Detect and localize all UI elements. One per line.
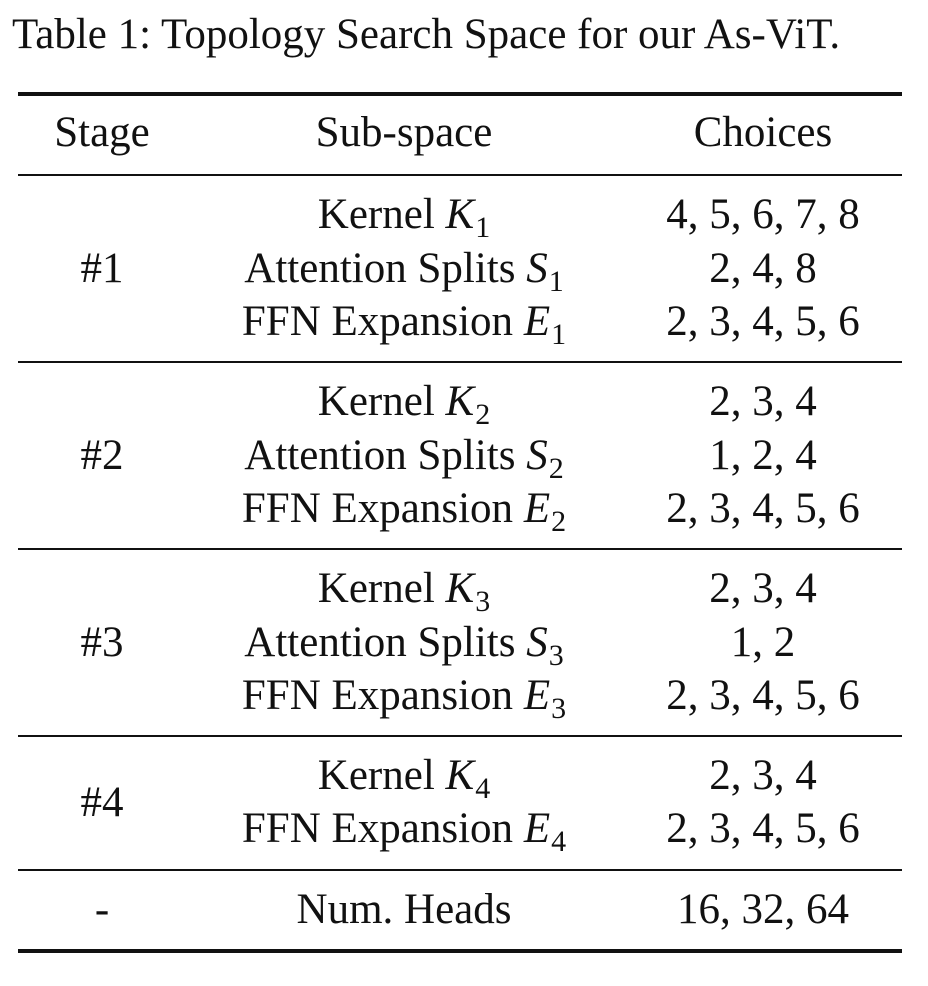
subspace-cell [186,295,622,353]
subspace-cell [186,482,622,540]
math-variable: K [445,565,475,612]
header-choices: Choices [693,109,833,156]
math-subscript: 3 [475,585,491,618]
choices-cell: 2, 3, 4 [709,752,817,799]
header-rule [18,174,902,176]
math-variable: K [445,752,475,799]
math-subscript: 4 [475,772,491,805]
subspace-label: Attention Splits [244,619,516,666]
subspace-label: FFN Expansion [241,805,514,852]
choices-cell: 2, 3, 4, 5, 6 [666,298,860,345]
subspace-cell [186,562,622,620]
subspace-cell [186,669,622,727]
group-rule [18,869,902,871]
math-subscript: 1 [475,211,491,244]
header-stage: Stage [54,109,150,156]
subspace-label: Kernel [317,752,435,799]
subspace-label: Kernel [317,191,435,238]
table-caption: Table 1: Topology Search Space for our As-ViT. [12,11,841,58]
choices-cell: 2, 4, 8 [709,245,817,292]
math-variable: S [526,432,548,479]
math-subscript: 4 [551,825,567,858]
math-variable: E [523,672,551,719]
subspace-cell [186,802,622,860]
stage-cell: #2 [80,432,124,479]
math-variable: K [445,191,475,238]
stage-cell: #4 [80,779,124,826]
subspace-label: Num. Heads [296,886,512,933]
math-variable: S [526,245,548,292]
subspace-cell [186,883,622,937]
choices-cell: 2, 3, 4, 5, 6 [666,485,860,532]
choices-cell: 1, 2, 4 [709,432,817,479]
top-rule [18,92,902,96]
math-subscript: 2 [551,505,567,538]
header-subspace: Sub-space [315,109,493,156]
stage-cell: #1 [80,245,124,292]
choices-cell: 2, 3, 4 [709,378,817,425]
math-variable: E [523,805,551,852]
subspace-cell [186,429,622,487]
choices-cell: 2, 3, 4, 5, 6 [666,672,860,719]
math-variable: E [523,298,551,345]
math-variable: S [526,619,548,666]
group-rule [18,735,902,737]
subspace-label: Kernel [317,378,435,425]
subspace-cell [186,375,622,433]
subspace-cell [186,242,622,300]
subspace-label: FFN Expansion [241,485,514,532]
stage-cell: #3 [80,619,124,666]
math-subscript: 1 [548,265,564,298]
subspace-label: Kernel [317,565,435,612]
math-variable: K [445,378,475,425]
subspace-cell [186,749,622,807]
subspace-label: Attention Splits [244,245,516,292]
choices-cell: 1, 2 [730,619,796,666]
math-subscript: 3 [548,639,564,672]
math-variable: E [523,485,551,532]
stage-cell: - [94,886,110,933]
choices-cell: 2, 3, 4, 5, 6 [666,805,860,852]
subspace-label: FFN Expansion [241,672,514,719]
group-rule [18,548,902,550]
subspace-cell [186,188,622,246]
subspace-cell [186,616,622,674]
math-subscript: 2 [475,398,491,431]
choices-cell: 2, 3, 4 [709,565,817,612]
group-rule [18,361,902,363]
choices-cell: 16, 32, 64 [677,886,849,933]
math-subscript: 3 [551,692,567,725]
bottom-rule [18,949,902,953]
subspace-label: FFN Expansion [241,298,514,345]
choices-cell: 4, 5, 6, 7, 8 [666,191,860,238]
subspace-label: Attention Splits [244,432,516,479]
math-subscript: 2 [548,452,564,485]
math-subscript: 1 [551,318,567,351]
